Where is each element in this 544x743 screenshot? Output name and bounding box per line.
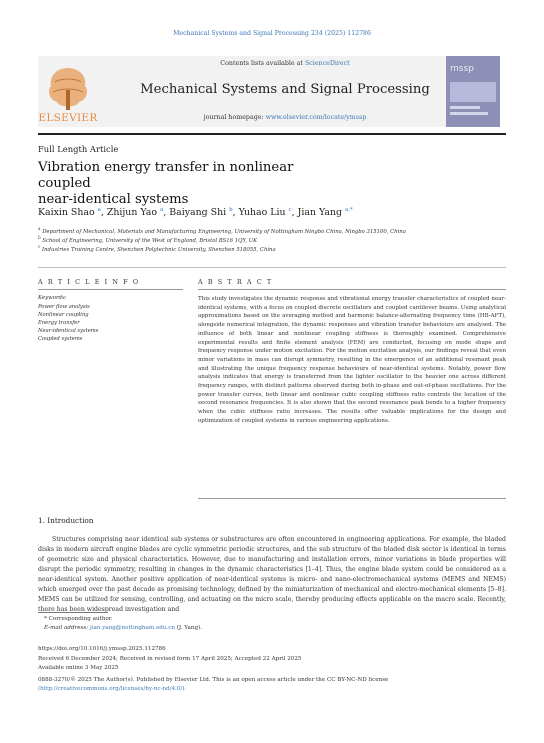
article-type: Full Length Article bbox=[38, 144, 119, 154]
contents-prefix: Contents lists available at bbox=[220, 60, 303, 67]
author[interactable]: Yuhao Liu $^c$, bbox=[238, 207, 295, 219]
abstract-heading: A B S T R A C T bbox=[198, 278, 273, 286]
doi-link[interactable]: https://doi.org/10.1016/j.ymssp.2025.112786 bbox=[38, 646, 166, 652]
license-text bbox=[38, 676, 506, 693]
journal-title: Mechanical Systems and Signal Processing bbox=[140, 82, 430, 97]
license-link[interactable]: (http://creativecommons.org/licenses/by-nc-nd/4.0/). bbox=[38, 685, 187, 692]
cover-title: mssp bbox=[450, 64, 474, 74]
affiliation: $^b$ School of Engineering, University of the West of England, Bristol BS16 1QY, UK bbox=[38, 235, 258, 244]
footnote-divider bbox=[38, 612, 108, 613]
paper-title bbox=[38, 160, 338, 208]
keyword: Nonlinear coupling bbox=[38, 312, 89, 318]
divider bbox=[38, 267, 506, 268]
intro-paragraph: Structures comprising near identical sub systems or substructures are often encountered in engineering applications. For example, the bladed disks in modern aircraft engine blades are cyclic symmetric periodic structures, and the sub structure of the bladed disk sector is identical in terms of geometric size and physical characteristics. However, due to manufacturing and installation errors, minor variations in blade properties will disrupt the periodic symmetry, resulting in changes in the dynamic characteristics [1–4]. Thus, the engine blade system could be considered as a near-identical system. Another positive application of near-identical systems is micro- and nano-electromechanical systems (MEMS and NEMS) which emerged over the past decade as promising technology, defined by the miniaturization of mechanical and electro-mechanical elements [5–8]. MEMS can be utilized for sensing, controlling, and actuating on the micro scale, thereby producing effects applicable on the macro scale. Recently, there has been widespread investigation and bbox=[38, 536, 506, 613]
title-line-2: near-identical systems bbox=[38, 192, 189, 207]
abstract-bottom-divider bbox=[198, 498, 506, 499]
author[interactable]: Kaixin Shao $^a$, bbox=[38, 207, 104, 219]
author[interactable]: Jian Yang $^{a,*}$ bbox=[297, 207, 353, 219]
license-statement: 0888-3270/© 2025 The Author(s). Published by Elsevier Ltd. This is an open access article under the CC BY-NC-ND license bbox=[38, 677, 389, 683]
affiliation: $^a$ Department of Mechanical, Materials and Manufacturing Engineering, University of Nottingham Ningbo China, Ningbo 315100, China bbox=[38, 226, 406, 235]
contents-line bbox=[100, 60, 470, 67]
journal-citation-link[interactable]: Mechanical Systems and Signal Processing 234 (2025) 112786 bbox=[173, 30, 371, 37]
affiliation: $^c$ Industries Training Centre, Shenzhen Polytechnic University, Shenzhen 518055, China bbox=[38, 244, 276, 253]
author[interactable]: Baiyang Shi $^b$, bbox=[169, 207, 236, 219]
homepage-link[interactable]: www.elsevier.com/locate/ymssp bbox=[265, 114, 367, 121]
header-divider bbox=[38, 133, 506, 135]
article-info-divider bbox=[38, 289, 183, 290]
email-footnote: E-mail address: jian.yang@nottingham.edu.cn (J. Yang). bbox=[44, 625, 203, 631]
abstract-text: This study investigates the dynamic response and vibrational energy transfer characteristics of coupled near-identical systems, with a focus on coupled discrete oscillators and coupled cantilever beams. Using analytical approximations based on the averaging method and harmonic balance-alternating frequency time (HB-AFT), alongside numerical integration, the dynamic responses and vibration transfer behaviours are analysed. The influence of both linear and nonlinear coupling stiffness is thoroughly examined. Comprehensive experimental results and finite element analysis (FEM) are conducted, focusing on mode shape and frequency response under motion excitation. For the motion excitation analysis, our findings reveal that even minor variations in mass can disrupt symmetry, resulting in the emergence of an additional resonant peak and illustrating the unique frequency response behaviours of near-identical systems. Notably, power flow analysis indicates that energy is transferred from the lighter oscillator to the heavier one across different frequency ranges, with distinct patterns observed during both in-phase and out-of-phase oscillations. For the power transfer curves, both linear and nonlinear cubic coupling stiffness ratio controls the location of the second resonance frequencies. It is also shown that the second resonance peak bends to a higher frequency when the cubic stiffness ratio increases. The results offer valuable implications for the design and optimization of coupled systems in various engineering applications. bbox=[198, 296, 506, 424]
keyword: Near-identical systems bbox=[38, 328, 99, 334]
publisher-name: ELSEVIER bbox=[38, 112, 98, 124]
journal-homepage bbox=[100, 114, 470, 121]
article-info-heading: A R T I C L E I N F O bbox=[38, 278, 140, 286]
sciencedirect-link[interactable]: ScienceDirect bbox=[304, 60, 350, 67]
title-line-1: Vibration energy transfer in nonlinear coupled bbox=[38, 160, 294, 191]
keyword: Coupled systems bbox=[38, 336, 83, 342]
section-heading: 1. Introduction bbox=[38, 516, 94, 525]
abstract-divider bbox=[198, 289, 506, 290]
received-dates: Received 6 December 2024; Received in revised form 17 April 2025; Accepted 22 April 2025 bbox=[38, 656, 302, 662]
keyword: Power flow analysis bbox=[38, 304, 90, 310]
corresponding-author-note: * Corresponding author. bbox=[44, 616, 113, 622]
author-list bbox=[38, 207, 353, 218]
keywords-title: Keywords: bbox=[38, 295, 67, 301]
author[interactable]: Zhijun Yao $^a$, bbox=[106, 207, 167, 219]
email-link[interactable]: jian.yang@nottingham.edu.cn bbox=[89, 625, 175, 631]
available-online: Available online 3 May 2025 bbox=[38, 665, 119, 671]
keyword: Energy transfer bbox=[38, 320, 80, 326]
homepage-prefix: journal homepage: bbox=[203, 114, 264, 121]
